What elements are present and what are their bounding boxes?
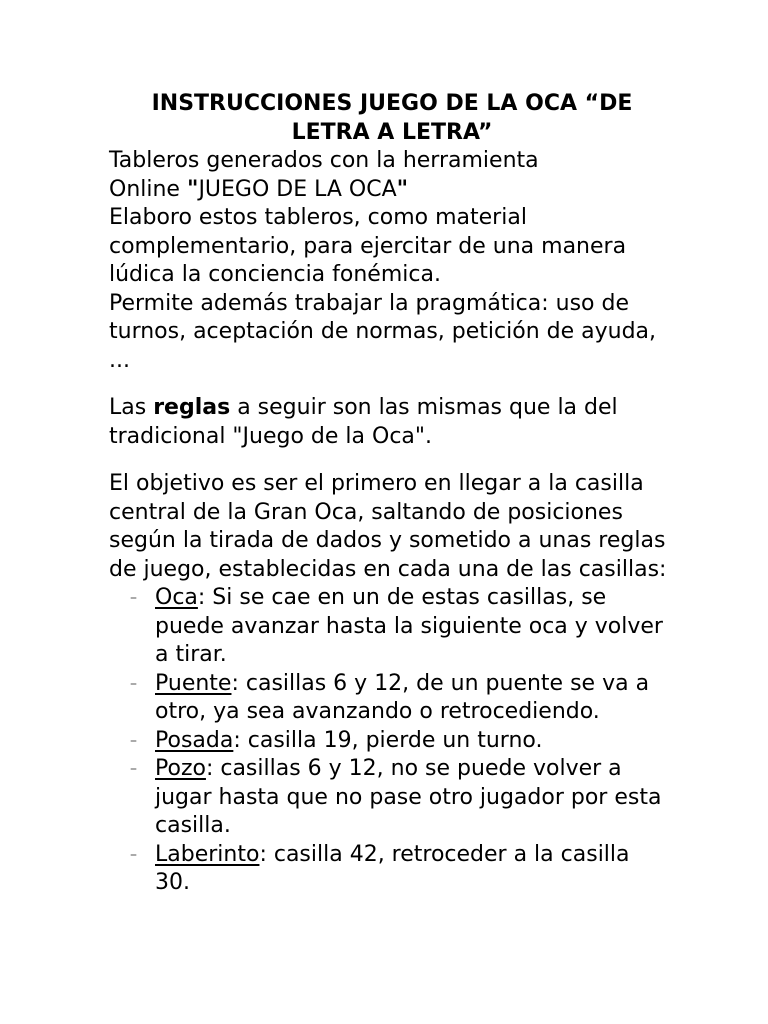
paragraph-spacer: [109, 375, 668, 394]
rule-term: Laberinto: [155, 841, 260, 867]
objective-paragraph: El objetivo es ser el primero en llegar a la casilla central de la Gran Oca, saltando de posiciones según la tirada de dados y sometido a unas reglas de juego, establecidas en cada una de las casillas:: [109, 471, 667, 582]
rule-text: : Si se cae en un de estas casillas, se puede avanzar hasta la siguiente oca y volver a tirar.: [155, 585, 663, 667]
rule-text: : casillas 6 y 12, de un puente se va a otro, ya sea avanzando o retrocediendo.: [155, 670, 650, 724]
intro-online-prefix: Online: [109, 176, 187, 202]
rules-list: [109, 584, 668, 898]
rule-text: : casilla 19, pierde un turno.: [233, 727, 543, 753]
rules-intro-prefix: Las: [109, 395, 154, 420]
intro-paragraph: [109, 147, 668, 375]
rule-item: [109, 841, 668, 898]
rule-term: Posada: [155, 727, 234, 753]
rule-term: Pozo: [155, 756, 206, 781]
rule-text: : casillas 6 y 12, no se puede volver a jugar hasta que no pase otro jugador por esta casilla.: [155, 756, 662, 838]
dash-bullet-icon: –: [130, 761, 137, 777]
intro-line-1: Tableros generados con la herramienta: [109, 148, 539, 173]
rule-term: Oca: [155, 585, 198, 610]
paragraph-spacer: [109, 451, 668, 470]
intro-purpose: Elaboro estos tableros, como material complementario, para ejercitar de una manera lúdica la conciencia fonémica.: [109, 205, 627, 287]
rules-intro-bold: reglas: [153, 395, 231, 420]
rules-intro-suffix: a seguir son las mismas que la del tradicional "Juego de la Oca".: [109, 395, 618, 449]
dash-bullet-icon: –: [130, 732, 137, 749]
document-title: INSTRUCCIONES JUEGO DE LA OCA “DE LETRA A LETRA”: [151, 91, 633, 145]
rule-text: : casilla 42, retroceder a la casilla 30.: [155, 841, 630, 895]
intro-pragmatics: Permite además trabajar la pragmática: uso de turnos, aceptación de normas, petición de ayuda, ...: [109, 290, 657, 373]
rule-item: [109, 584, 668, 670]
rule-item: [109, 755, 668, 841]
rule-item: [109, 670, 668, 727]
dash-bullet-icon: –: [130, 846, 137, 863]
tool-quote-open: ": [186, 176, 199, 202]
dash-bullet-icon: –: [130, 675, 137, 692]
tool-quote-close: ": [396, 176, 409, 202]
rules-intro-paragraph: [109, 394, 668, 451]
rule-item: [109, 727, 668, 756]
dash-bullet-icon: –: [130, 590, 137, 606]
rule-term: Puente: [155, 670, 232, 696]
tool-name: JUEGO DE LA OCA: [198, 176, 397, 202]
